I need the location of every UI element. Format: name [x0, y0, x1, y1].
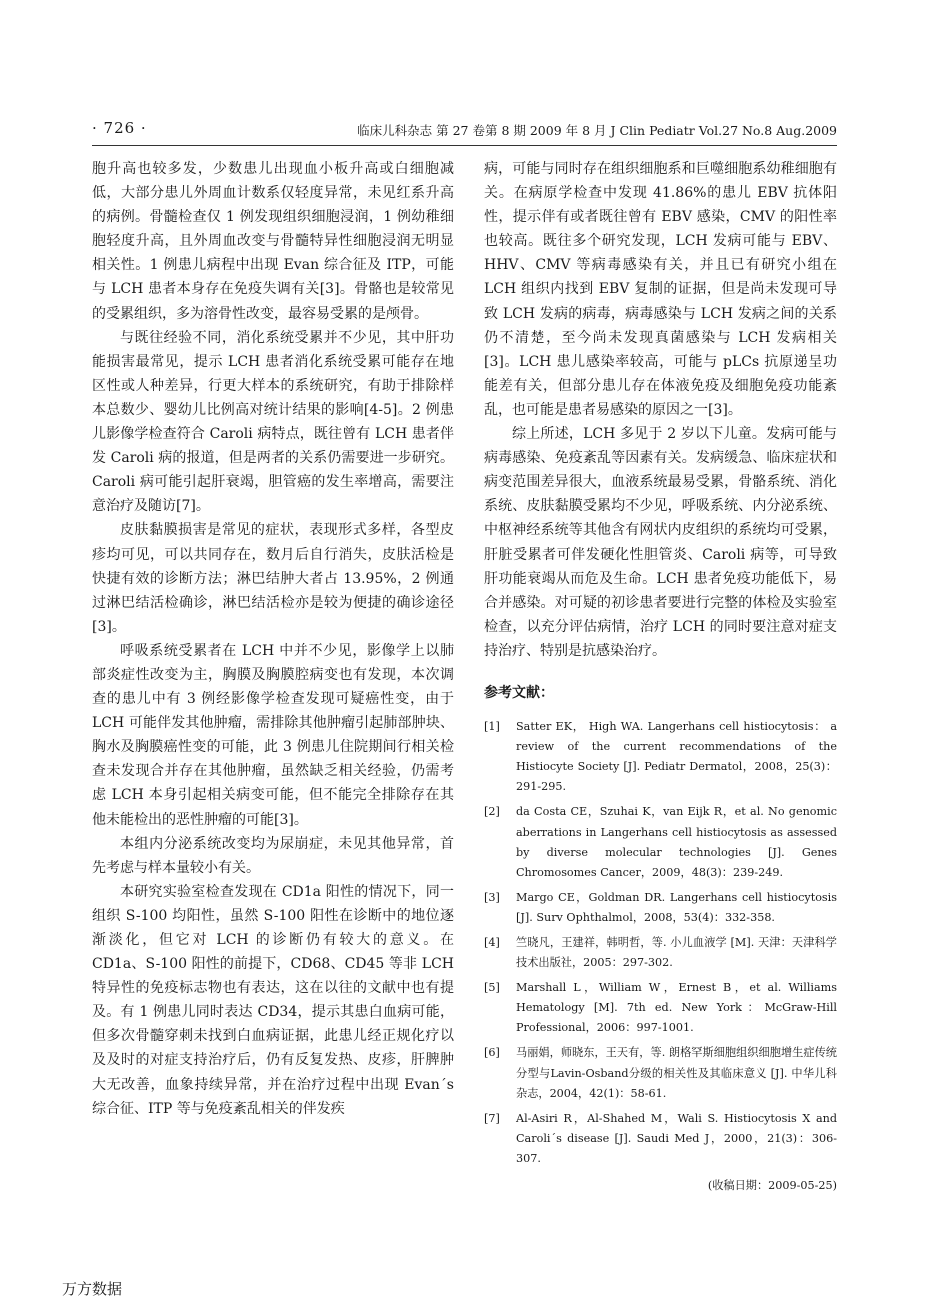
right-column — [484, 157, 837, 1198]
header-rule — [92, 145, 837, 146]
page-number: · 726 · — [92, 119, 147, 137]
reference-text: Satter EK， High WA. Langerhans cell histiocytosis： a review of the current recommendations of the Histiocyte Society [J]. Pediatr Dermatol，2008，25(3)：291-295. — [516, 720, 837, 794]
reference-item — [484, 717, 837, 797]
left-column — [92, 157, 454, 1121]
journal-header: 临床儿科杂志 第 27 卷第 8 期 2009 年 8 月 J Clin Pediatr Vol.27 No.8 Aug.2009 — [357, 123, 837, 138]
reference-text: Marshall L，William W，Ernest B，et al. Williams Hematology [M]. 7th ed. New York：McGraw-Hill Professional，2006：997-1001. — [516, 981, 837, 1035]
received-date: (收稿日期：2009-05-25) — [707, 1179, 837, 1193]
reference-item — [484, 1109, 837, 1169]
reference-number: [5] — [484, 981, 500, 995]
reference-item — [484, 1043, 837, 1103]
reference-number: [1] — [484, 720, 500, 734]
paragraph: 综上所述，LCH 多见于 2 岁以下儿童。发病可能与病毒感染、免疫紊乱等因素有关。发病缓急、临床症状和病变范围差异很大，血液系统最易受累，骨骼系统、消化系统、皮肤黏膜受累均不少见，呼吸系统、内分泌系统、中枢神经系统等其他含有网状内皮组织的系统均可受累，肝脏受累者可伴发硬化性胆管炎、Caroli 病等，可导致肝功能衰竭从而危及生命。LCH 患者免疫功能低下，易合并感染。对可疑的初诊患者要进行完整的体检及实验室检查，以充分评估病情，治疗 LCH 的同时要注意对症支持治疗、特别是抗感染治疗。 — [484, 426, 837, 659]
paragraph: 胞升高也较多发，少数患儿出现血小板升高或白细胞减低，大部分患儿外周血计数系仅轻度异常，未见红系升高的病例。骨髓检查仅 1 例发现组织细胞浸润，1 例幼稚细胞轻度升高，且外周血改变与骨髓特异性细胞浸润无明显相关性。1 例患儿病程中出现 Evan 综合征及 ITP，可能与 LCH 患者本身存在免疫失调有关[3]。骨骼也是较常见的受累组织，多为溶骨性改变，最容易受累的是颅骨。 — [92, 161, 454, 322]
paragraph: 皮肤黏膜损害是常见的症状，表现形式多样，各型皮疹均可见，可以共同存在，数月后自行消失，皮肤活检是快捷有效的诊断方法；淋巴结肿大者占 13.95%，2 例通过淋巴结活检确诊，淋巴结活检亦是较为便捷的确诊途径[3]。 — [92, 522, 454, 635]
references-heading: 参考文献： — [484, 684, 554, 701]
paragraph: 本组内分泌系统改变均为尿崩症，未见其他异常，首先考虑与样本量较小有关。 — [92, 835, 454, 876]
paragraph: 本研究实验室检查发现在 CD1a 阳性的情况下，同一组织 S-100 均阳性，虽然 S-100 阳性在诊断中的地位逐渐淡化，但它对 LCH 的诊断仍有较大的意义。在 CD1a、S-100 阳性的前提下，CD68、CD45 等非 LCH 特异性的免疫标志物也有表达，这在以往的文献中也有提及。有 1 例患儿同时表达 CD34，提示其患白血病可能，但多次骨髓穿刺未找到白血病证据，此患儿经正规化疗以及及时的对症支持治疗后，仍有反复发热、皮疹，肝脾肿大无改善，血象持续异常，并在治疗过程中出现 Evan´s 综合征、ITP 等与免疫紊乱相关的伴发疾 — [92, 883, 454, 1117]
reference-item — [484, 933, 837, 973]
reference-number: [4] — [484, 936, 500, 949]
reference-text: da Costa CE，Szuhai K，van Eijk R，et al. No genomic aberrations in Langerhans cell histiocytosis as assessed by diverse molecular technologies [J]. Genes Chromosomes Cancer，2009，48(3)：239-249. — [516, 805, 837, 879]
reference-text: Al-Asiri R，Al-Shahed M，Wali S. Histiocytosis X and Caroli´s disease [J]. Saudi Med J，2000，21(3)：306-307. — [516, 1111, 837, 1165]
reference-text: 马丽娟，师晓东，王天有，等. 朗格罕斯细胞组织细胞增生症传统分型与Lavin-Osband分级的相关性及其临床意义 [J]. 中华儿科杂志，2004，42(1)：58-61. — [516, 1046, 837, 1100]
reference-number: [2] — [484, 805, 500, 819]
paragraph: 呼吸系统受累者在 LCH 中并不少见，影像学上以肺部炎症性改变为主，胸膜及胸膜腔病变也有发现，本次调查的患儿中有 3 例经影像学检查发现可疑癌性变，由于 LCH 可能伴发其他肿瘤，需排除其他肿瘤引起肺部肿块、胸水及胸膜癌性变的可能，此 3 例患儿住院期间行相关检查未发现合并存在其他肿瘤，虽然缺乏相关经验，仍需考虑 LCH 本身引起相关病变可能，但不能完全排除存在其他未能检出的恶性肿瘤的可能[3]。 — [92, 642, 454, 828]
reference-number: [3] — [484, 890, 500, 904]
reference-item — [484, 802, 837, 882]
footer-brand: 万方数据 — [62, 1280, 123, 1298]
reference-text: Margo CE，Goldman DR. Langerhans cell histiocytosis [J]. Surv Ophthalmol，2008，53(4)：332-358. — [516, 890, 837, 924]
reference-item — [484, 978, 837, 1038]
paragraph: 病，可能与同时存在组织细胞系和巨噬细胞系幼稚细胞有关。在病原学检查中发现 41.86%的患儿 EBV 抗体阳性，提示伴有或者既往曾有 EBV 感染，CMV 的阳性率也较高。既往多个研究发现，LCH 发病可能与 EBV、HHV、CMV 等病毒感染有关，并且已有研究小组在 LCH 组织内找到 EBV 复制的证据，但是尚未发现可导致 LCH 发病的病毒，病毒感染与 LCH 发病之间的关系仍不清楚，至今尚未发现真菌感染与 LCH 发病相关[3]。LCH 患儿感染率较高，可能与 pLCs 抗原递呈功能差有关，但部分患儿存在体液免疫及细胞免疫功能紊乱，也可能是患者易感染的原因之一[3]。 — [484, 161, 837, 418]
reference-list — [484, 717, 837, 1169]
paragraph: 与既往经验不同，消化系统受累并不少见，其中肝功能损害最常见，提示 LCH 患者消化系统受累可能存在地区性或人种差异，行更大样本的系统研究，有助于排除样本总数少、婴幼儿比例高对统计结果的影响[4-5]。2 例患儿影像学检查符合 Caroli 病特点，既往曾有 LCH 患者伴发 Caroli 病的报道，但是两者的关系仍需要进一步研究。Caroli 病可能引起肝衰竭，胆管癌的发生率增高，需要注意治疗及随访[7]。 — [92, 329, 454, 515]
reference-item — [484, 888, 837, 928]
reference-number: [7] — [484, 1111, 500, 1125]
reference-number: [6] — [484, 1046, 500, 1060]
reference-text: 竺晓凡，王建祥，韩明哲，等. 小儿血液学 [M]. 天津：天津科学技术出版社，2005：297-302. — [516, 936, 837, 970]
